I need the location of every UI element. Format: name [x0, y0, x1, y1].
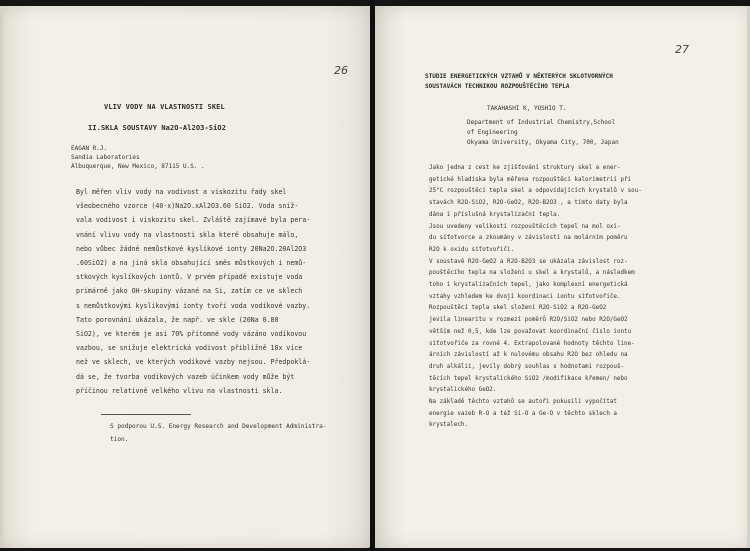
- right-page: [375, 6, 750, 548]
- author-location: Albuquerque, New Mexico, 87115 U.S. .: [71, 163, 205, 170]
- left-body-line: příčinou relativně velkého vlivu na vlastnosti skla.: [76, 386, 283, 395]
- author-block: [71, 144, 205, 171]
- right-body-line: Jako jedna z cest ke zjišťování struktury skel a ener-: [429, 165, 621, 171]
- right-body-line: getické hladiska byla měřena rozpouštěcí kalorimetrií při: [429, 176, 632, 183]
- right-body-text: [429, 163, 642, 432]
- page-number: 27: [675, 43, 689, 56]
- left-body-line: nebo vůbec žádné nemůstkové kyslíkové ionty 20Na2O.20Al2O3: [76, 244, 307, 253]
- right-body-line: toho i krystalizačních tepel, jako komplexní energetická: [429, 282, 628, 289]
- right-body-line: 25°C rozpouštěcí tepla skel a odpovídajících krystalů v sou-: [429, 188, 642, 195]
- left-body-line: všeobecného vzorce (40-x)Na2O.xAl2O3.60 SiO2. Voda sniž-: [76, 202, 299, 211]
- footnote-divider: [101, 414, 191, 415]
- left-body-line: .60SiO2) a na jiná skla obsahující směs můstkových i nemů-: [76, 259, 307, 268]
- affiliation-line: of Engineering: [467, 129, 518, 136]
- left-body-line: s nemůstkovými kyslíkovými ionty tvoří voda vodíkové vazby.: [76, 301, 311, 310]
- left-body-line: vala vodivost i viskozitu skel. Zvláště zajímavé byla pera-: [76, 216, 311, 225]
- left-heading-1: VLIV VODY NA VLASTNOSTI SKEL: [104, 103, 225, 111]
- left-body-line: Byl měřen vliv vody na vodivost a viskozitu řady skel: [76, 188, 287, 196]
- right-body-line: vztahy vzhledem ke dvojí koordinaci iontu síťotvořiče.: [429, 293, 621, 300]
- right-body-line: energie vazeb R-O a též Si-O a Ge-O v těchto sklech a: [429, 410, 617, 417]
- left-body-line: primárně jako OH-skupiny vázané na Si, zatím ce ve sklech: [76, 287, 303, 296]
- right-body-line: Na základě těchto vztahů se autoři pokusili vypočítat: [429, 399, 617, 406]
- left-body-line: Tato porovnání ukázala, že např. ve skle (20Na 0.80: [76, 315, 279, 324]
- right-body-line: árních závislostí až k nulovému obsahu R2O bez ohledu na: [429, 352, 628, 359]
- left-body-line: dá se, že tvorba vodíkových vazeb účinkem vody může být: [76, 372, 295, 381]
- affiliation-line: Okyama University, Okyama City, 700, Japan: [467, 139, 619, 146]
- right-body-line: krystalického GeO2.: [429, 387, 497, 394]
- right-body-line: krystalech.: [429, 422, 469, 429]
- right-body-line: pouštěcího tepla na složení u skel a krystalů, a následkem: [429, 270, 635, 277]
- right-body-line: Jsou uvedeny velikosti rozpouštěcích tepel na mol oxi-: [429, 223, 621, 230]
- right-body-line: V soustavě R2O-GeO2 a R2O-B2O3 se ukázala závislost roz-: [429, 258, 628, 265]
- footnote: [110, 420, 326, 446]
- right-body-line: těcích tepel krystalického SiO2 /modifikace křemen/ nebo: [429, 375, 628, 382]
- right-body-line: jevila linearitu v rozmezí poměrů R2O/SiO2 nebo R2O/GeO2: [429, 317, 628, 324]
- title-line: SOUSTAVÁCH TECHNIKOU ROZPOUŠTĚCÍHO TEPLA: [425, 83, 570, 90]
- footnote-line: S podporou U.S. Energy Research and Development Administra-: [110, 423, 327, 430]
- left-body-line: vazbou, se snižuje elektrická vodivost přibližně 10x více: [76, 344, 303, 353]
- left-body-line: vnání vlivu vody na vlastnosti skla které obsahuje málo,: [76, 230, 299, 239]
- left-page-edge: [0, 6, 3, 548]
- right-body-line: R2O k oxidu síťotvořiči.: [429, 246, 515, 253]
- right-body-line: síťotvořiče za rovné 4. Extrapolované hodnoty těchto line-: [429, 340, 635, 347]
- left-body-line: stkových kyslíkových iontů. V prvém případě existuje voda: [76, 273, 303, 282]
- article-authors: TAKAHASHI K, YOSHIO T.: [487, 105, 567, 112]
- left-body-text: [76, 185, 310, 398]
- affiliation: [467, 118, 619, 148]
- right-body-line: dána i příslušná krystalizační tepla.: [429, 211, 561, 218]
- article-title: [425, 72, 740, 92]
- affiliation-line: Department of Industrial Chemistry,School: [467, 119, 616, 126]
- right-body-line: du síťotvorce a zkoumány v závislosti na molárním poměru: [429, 235, 628, 242]
- right-body-line: větším než 0,5, kde lze považovat koordinační číslo iontu: [429, 328, 632, 335]
- right-body-line: Rozpouštěcí tepla skel složení R2O-SiO2 a R2O-GeO2: [429, 305, 607, 312]
- author-lab: Sandia Laboratories: [71, 154, 140, 161]
- title-line: STUDIE ENERGETICKÝCH VZTAHŮ V NĚKTERÝCH SKLOTVORNÝCH: [425, 73, 613, 80]
- left-page: [0, 6, 370, 548]
- right-body-line: stavách R2O-SiO2, R2O-GeO2, R2O-B2O3 , a tímto daty byla: [429, 200, 628, 207]
- author-name: EAGAN R.J.: [71, 145, 108, 152]
- left-body-line: SiO2), ve kterém je asi 70% přítomné vody vázáno vodíkovou: [76, 330, 307, 339]
- right-body-line: druh alkálií, jevily dobrý souhlas s hodnotami rozpouš-: [429, 363, 625, 370]
- page-number: 26: [334, 64, 348, 77]
- left-heading-2: II.SKLA SOUSTAVY Na2O-Al2O3-SiO2: [88, 124, 227, 132]
- left-body-line: než ve sklech, ve kterých vodíkové vazby nejsou. Předpoklá-: [76, 358, 311, 367]
- footnote-line: tion.: [110, 436, 129, 443]
